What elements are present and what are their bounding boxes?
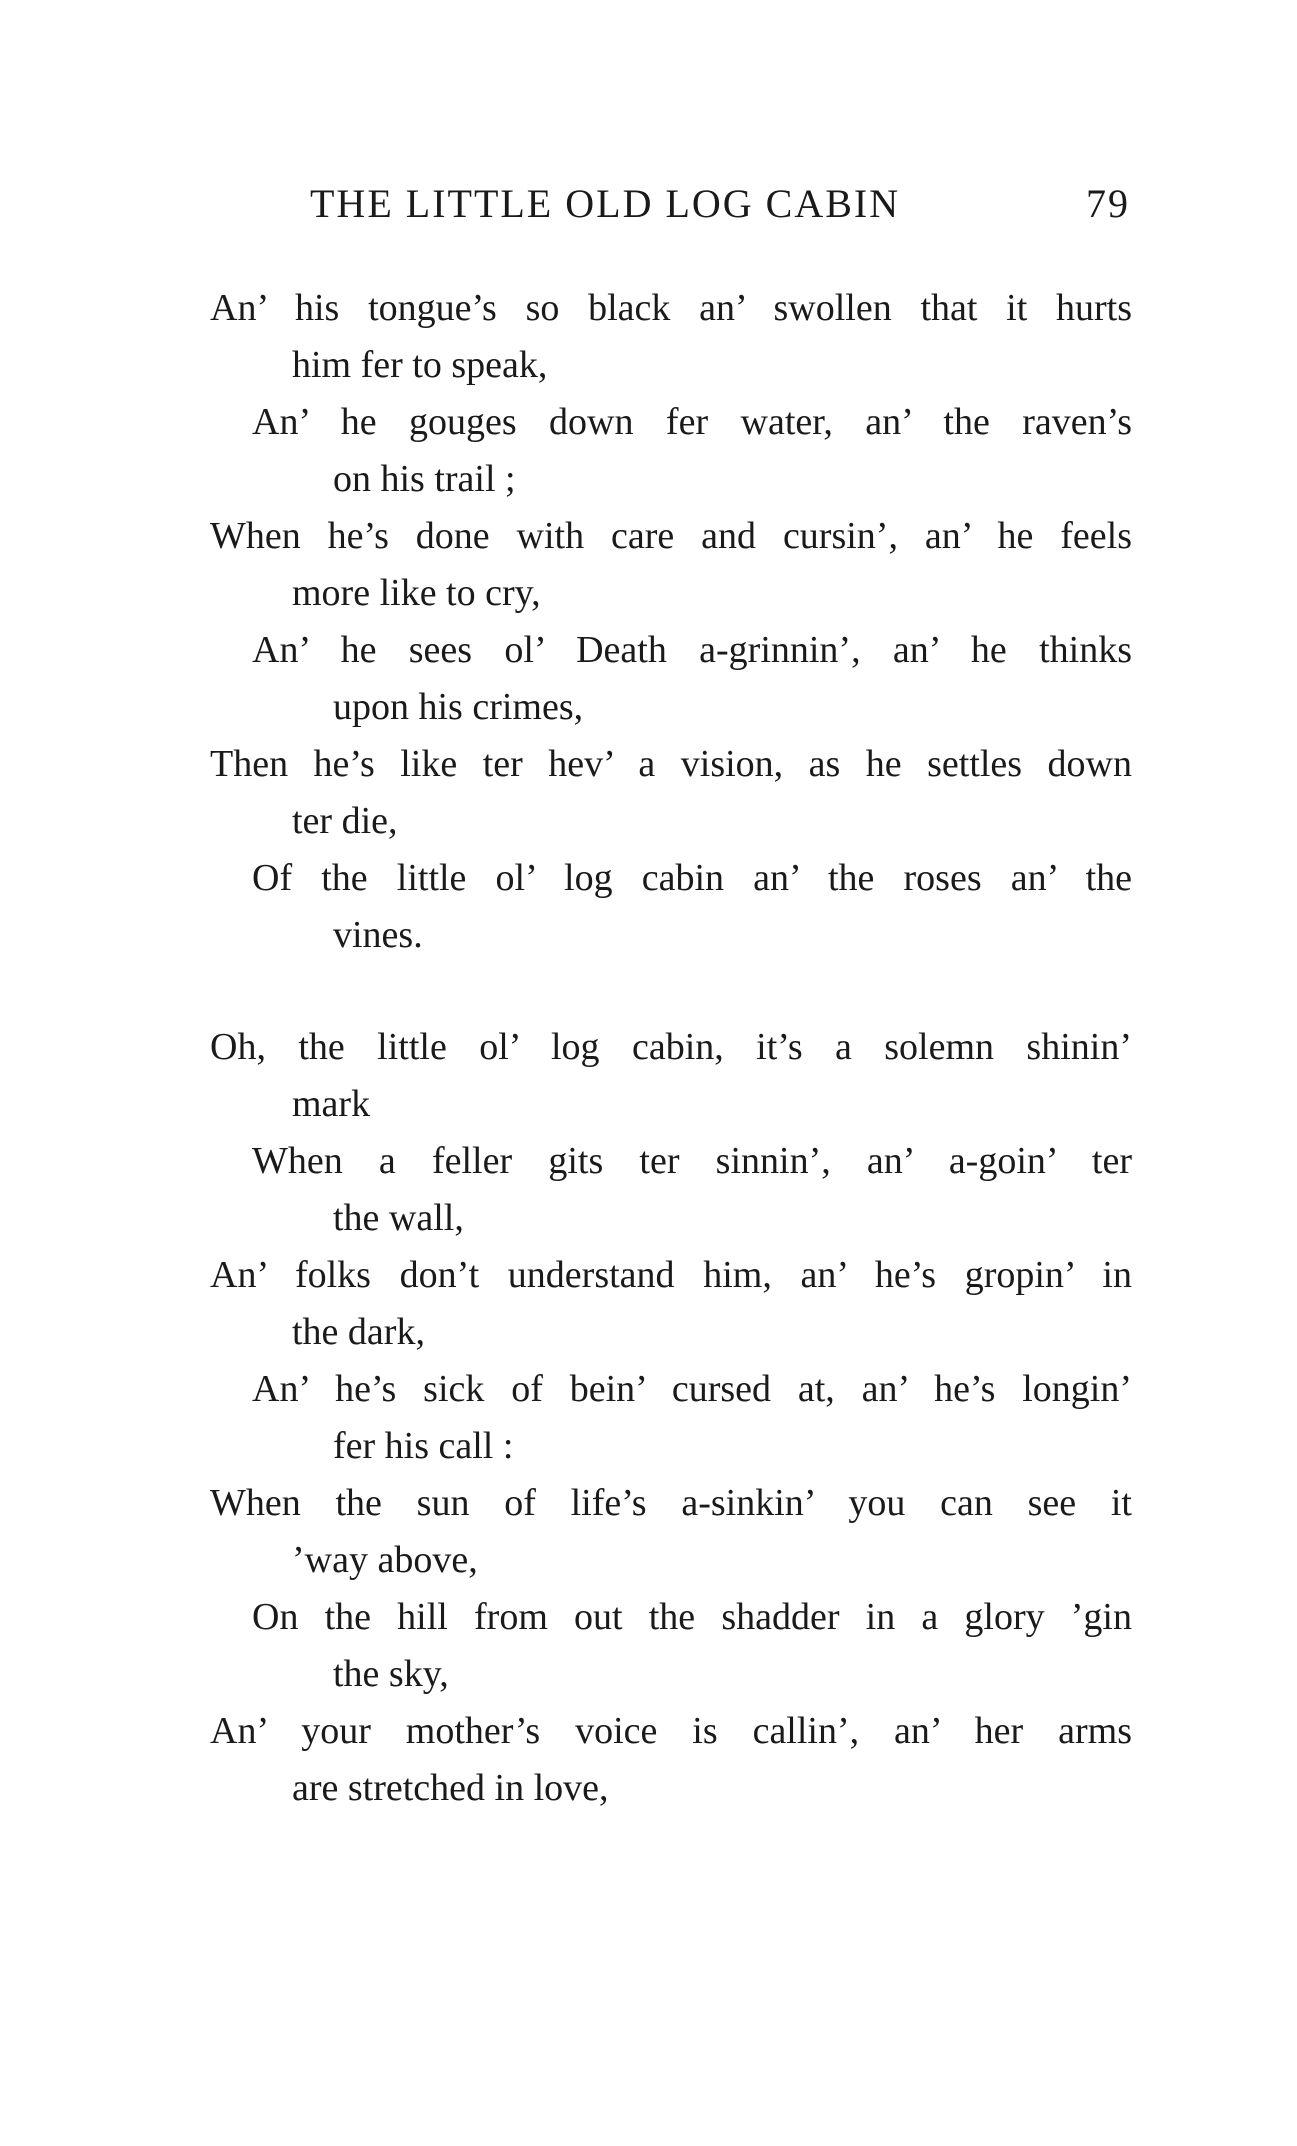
verse-line: An’ his tongue’s so black an’ swollen that it hurts	[210, 287, 1132, 329]
verse-line-continuation: the sky,	[333, 1653, 449, 1695]
verse-line: An’ he gouges down fer water, an’ the raven’s	[252, 401, 1132, 443]
verse-line: On the hill from out the shadder in a glory ’gin	[252, 1596, 1132, 1638]
verse-line-continuation: fer his call :	[333, 1425, 514, 1467]
verse-line-continuation: the wall,	[333, 1197, 464, 1239]
verse-line-continuation: upon his crimes,	[333, 686, 584, 728]
verse-line-continuation: on his trail ;	[333, 458, 516, 500]
verse-line: When he’s done with care and cursin’, an’ he feels	[210, 515, 1132, 557]
verse-line: Of the little ol’ log cabin an’ the roses an’ the	[252, 857, 1132, 899]
verse-line: An’ your mother’s voice is callin’, an’ her arms	[210, 1710, 1132, 1752]
verse-line-continuation: vines.	[333, 914, 423, 956]
verse-line-continuation: ’way above,	[292, 1539, 478, 1581]
verse-line: When the sun of life’s a-sinkin’ you can see it	[210, 1482, 1132, 1524]
verse-line-continuation: ter die,	[292, 800, 398, 842]
verse-line-continuation: the dark,	[292, 1311, 425, 1353]
verse-line-continuation: more like to cry,	[292, 572, 541, 614]
running-title: THE LITTLE OLD LOG CABIN	[310, 181, 901, 226]
verse-line: An’ folks don’t understand him, an’ he’s gropin’ in	[210, 1254, 1132, 1296]
verse-line: An’ he’s sick of bein’ cursed at, an’ he’s longin’	[252, 1368, 1132, 1410]
verse-line: An’ he sees ol’ Death a-grinnin’, an’ he thinks	[252, 629, 1132, 671]
verse-line: Oh, the little ol’ log cabin, it’s a solemn shinin’	[210, 1026, 1132, 1068]
verse-line-continuation: are stretched in love,	[292, 1767, 609, 1809]
verse-line: When a feller gits ter sinnin’, an’ a-goin’ ter	[252, 1140, 1132, 1182]
verse-line: Then he’s like ter hev’ a vision, as he settles down	[210, 743, 1132, 785]
verse-line-continuation: mark	[292, 1083, 371, 1125]
running-header	[310, 180, 1130, 240]
verse-line-continuation: him fer to speak,	[292, 344, 548, 386]
page-number: 79	[1086, 181, 1130, 226]
